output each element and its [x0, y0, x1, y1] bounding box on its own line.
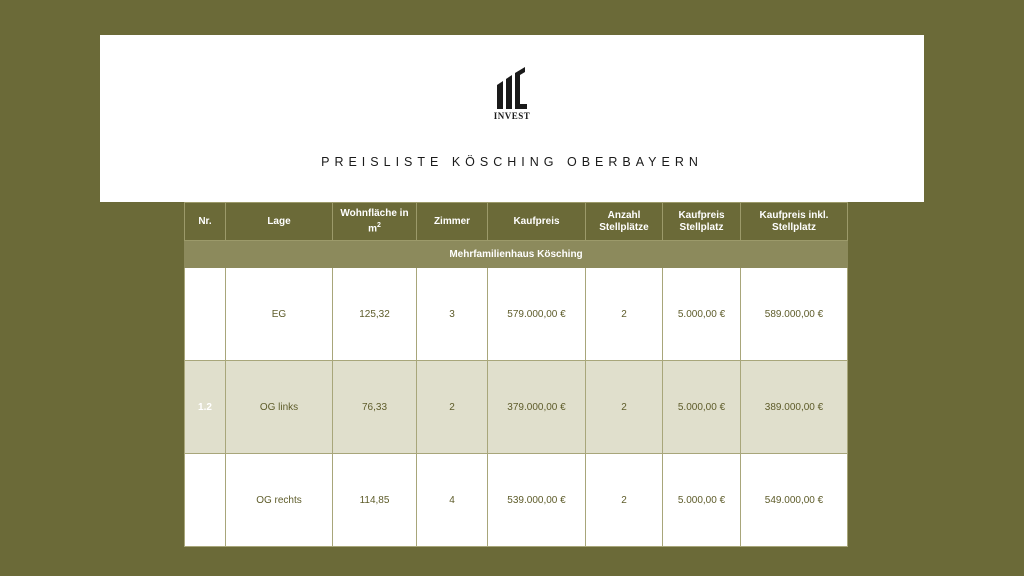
page-title: PREISLISTE KÖSCHING OBERBAYERN	[321, 155, 703, 169]
price-table	[184, 202, 848, 547]
col-kaufpreis-inkl: Kaufpreis inkl. Stellplatz	[741, 203, 848, 241]
cell-lage: EG	[226, 268, 333, 361]
section-title: Mehrfamilienhaus Kösching	[185, 241, 848, 268]
col-lage: Lage	[226, 203, 333, 241]
cell-lage: OG links	[226, 361, 333, 454]
cell-gesamt: 549.000,00 €	[741, 454, 848, 547]
header	[100, 35, 924, 202]
cell-stellplatz-preis: 5.000,00 €	[663, 268, 741, 361]
cell-zimmer: 2	[417, 361, 488, 454]
col-nr: Nr.	[185, 203, 226, 241]
cell-nr: 1.2	[185, 361, 226, 454]
cell-flaeche: 114,85	[333, 454, 417, 547]
cell-kaufpreis: 379.000,00 €	[488, 361, 586, 454]
cell-stellplatz-preis: 5.000,00 €	[663, 361, 741, 454]
cell-stellplaetze: 2	[586, 268, 663, 361]
col-wohnflaeche: Wohnfläche in $m^2$	[333, 203, 417, 241]
cell-kaufpreis: 579.000,00 €	[488, 268, 586, 361]
section-row	[185, 241, 848, 268]
cell-zimmer: 4	[417, 454, 488, 547]
cell-nr: 1.3	[185, 454, 226, 547]
col-stellplaetze: Anzahl Stellplätze	[586, 203, 663, 241]
table-row	[185, 454, 848, 547]
col-zimmer: Zimmer	[417, 203, 488, 241]
cell-zimmer: 3	[417, 268, 488, 361]
col-kaufpreis: Kaufpreis	[488, 203, 586, 241]
cell-flaeche: 125,32	[333, 268, 417, 361]
header-row	[185, 203, 848, 241]
cell-flaeche: 76,33	[333, 361, 417, 454]
cell-stellplatz-preis: 5.000,00 €	[663, 454, 741, 547]
logo	[492, 67, 532, 127]
cell-gesamt: 589.000,00 €	[741, 268, 848, 361]
col-kaufpreis-stellplatz: Kaufpreis Stellplatz	[663, 203, 741, 241]
cell-gesamt: 389.000,00 €	[741, 361, 848, 454]
table-row	[185, 268, 848, 361]
cell-kaufpreis: 539.000,00 €	[488, 454, 586, 547]
cell-lage: OG rechts	[226, 454, 333, 547]
cell-stellplaetze: 2	[586, 361, 663, 454]
table-row	[185, 361, 848, 454]
building-logo-icon	[495, 67, 529, 109]
cell-stellplaetze: 2	[586, 454, 663, 547]
logo-text: INVEST	[493, 111, 531, 121]
cell-nr: 1.1	[185, 268, 226, 361]
